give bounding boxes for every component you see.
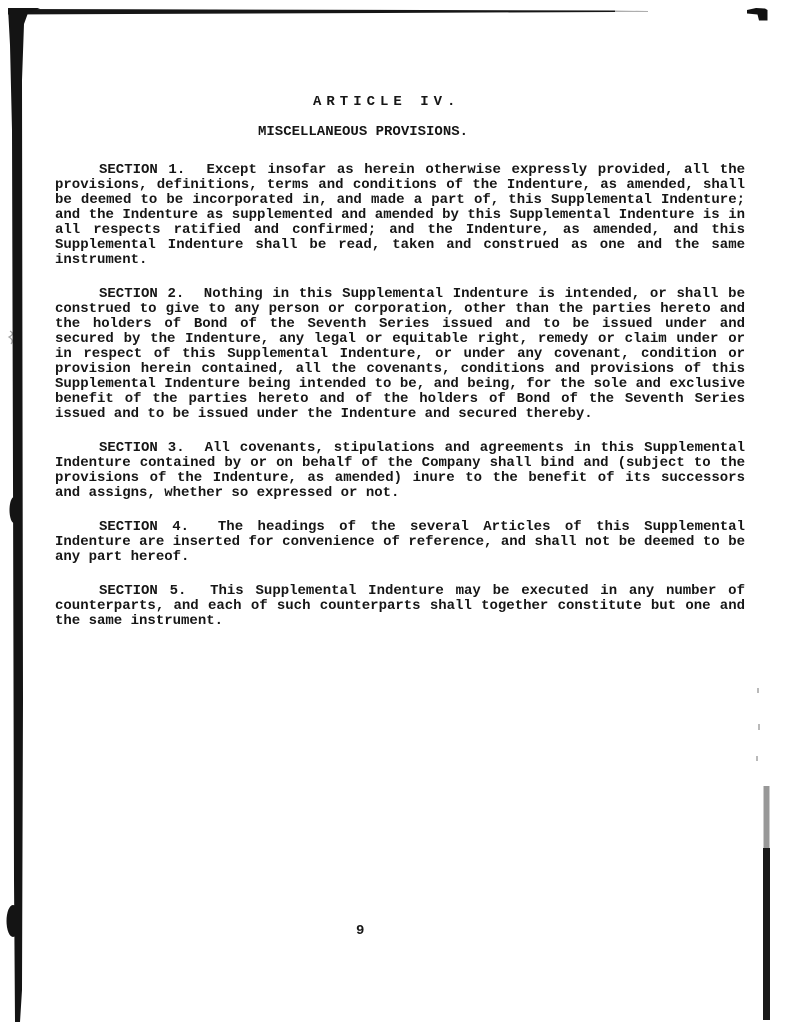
section-5-label: SECTION 5. xyxy=(99,583,187,599)
section-5-text: This Supplemental Indenture may be executed in any number of counterparts, and each of such counterparts shall together constitute but one and the same instrument. xyxy=(55,583,745,629)
section-2-label: SECTION 2. xyxy=(99,286,185,302)
scan-edge-left-bulge xyxy=(10,497,19,523)
section-4-text: The headings of the several Articles of this Supplemental Indenture are inserted for convenience of reference, and shall not be deemed to be any part hereof. xyxy=(55,519,745,565)
section-3-label: SECTION 3. xyxy=(99,440,185,456)
scan-speckle xyxy=(757,688,759,693)
article-heading: ARTICLE IV. xyxy=(313,94,461,110)
scan-edge-right xyxy=(763,848,770,1020)
section-4-paragraph xyxy=(55,520,745,565)
scan-edge-top xyxy=(8,9,615,15)
scan-edge-left-bulge xyxy=(13,128,20,146)
scan-speckle xyxy=(756,756,758,761)
section-1-paragraph xyxy=(55,163,745,268)
section-2-text: Nothing in this Supplemental Indenture is intended, or shall be construed to give to any person or corporation, other than the parties hereto and the holders of Bond of the Seventh Series issued and to be issued under and secured by the Indenture, any legal or equitable right, remedy or claim under or in respect of this Supplemental Indenture, or under any covenant, condition or provision herein contained, all the covenants, conditions and provisions of this Supplemental Indenture being intended to be, and being, for the sole and exclusive benefit of the parties hereto and of the holders of Bond of the Seventh Series issued and to be issued under the Indenture and secured thereby. xyxy=(55,286,745,422)
page-number: 9 xyxy=(356,923,365,939)
scan-edge-right-fade xyxy=(764,786,770,850)
section-4-label: SECTION 4. xyxy=(99,519,190,535)
corner-crop-mark xyxy=(747,8,768,21)
section-2-paragraph xyxy=(55,287,745,422)
scan-speckle xyxy=(758,724,760,730)
scan-smudge xyxy=(9,331,12,344)
document-body xyxy=(55,95,745,629)
section-3-text: All covenants, stipulations and agreements in this Supplemental Indenture contained by or on behalf of the Company shall bind and (subject to the provisions of the Indenture, as amended) inure to the benefit of its successors and assigns, whether so expressed or not. xyxy=(55,440,745,501)
scan-edge-left-bulge xyxy=(7,905,20,937)
chapter-heading: MISCELLANEOUS PROVISIONS. xyxy=(258,124,469,140)
section-1-text: Except insofar as herein otherwise expressly provided, all the provisions, definitions, terms and conditions of the Indenture, as amended, shall be deemed to be incorporated in, and made a part of, this Supplemental Indenture; and the Indenture as supplemented and amended by this Supplemental Indenture is in all respects ratified and confirmed; and the Indenture, as amended, and this Supplemental Indenture shall be read, taken and construed as one and the same instrument. xyxy=(55,162,745,268)
section-5-paragraph xyxy=(55,584,745,629)
section-1-label: SECTION 1. xyxy=(99,162,186,178)
section-3-paragraph xyxy=(55,441,745,501)
scan-edge-top-fade xyxy=(615,11,648,13)
scan-edge-left xyxy=(8,8,40,1022)
